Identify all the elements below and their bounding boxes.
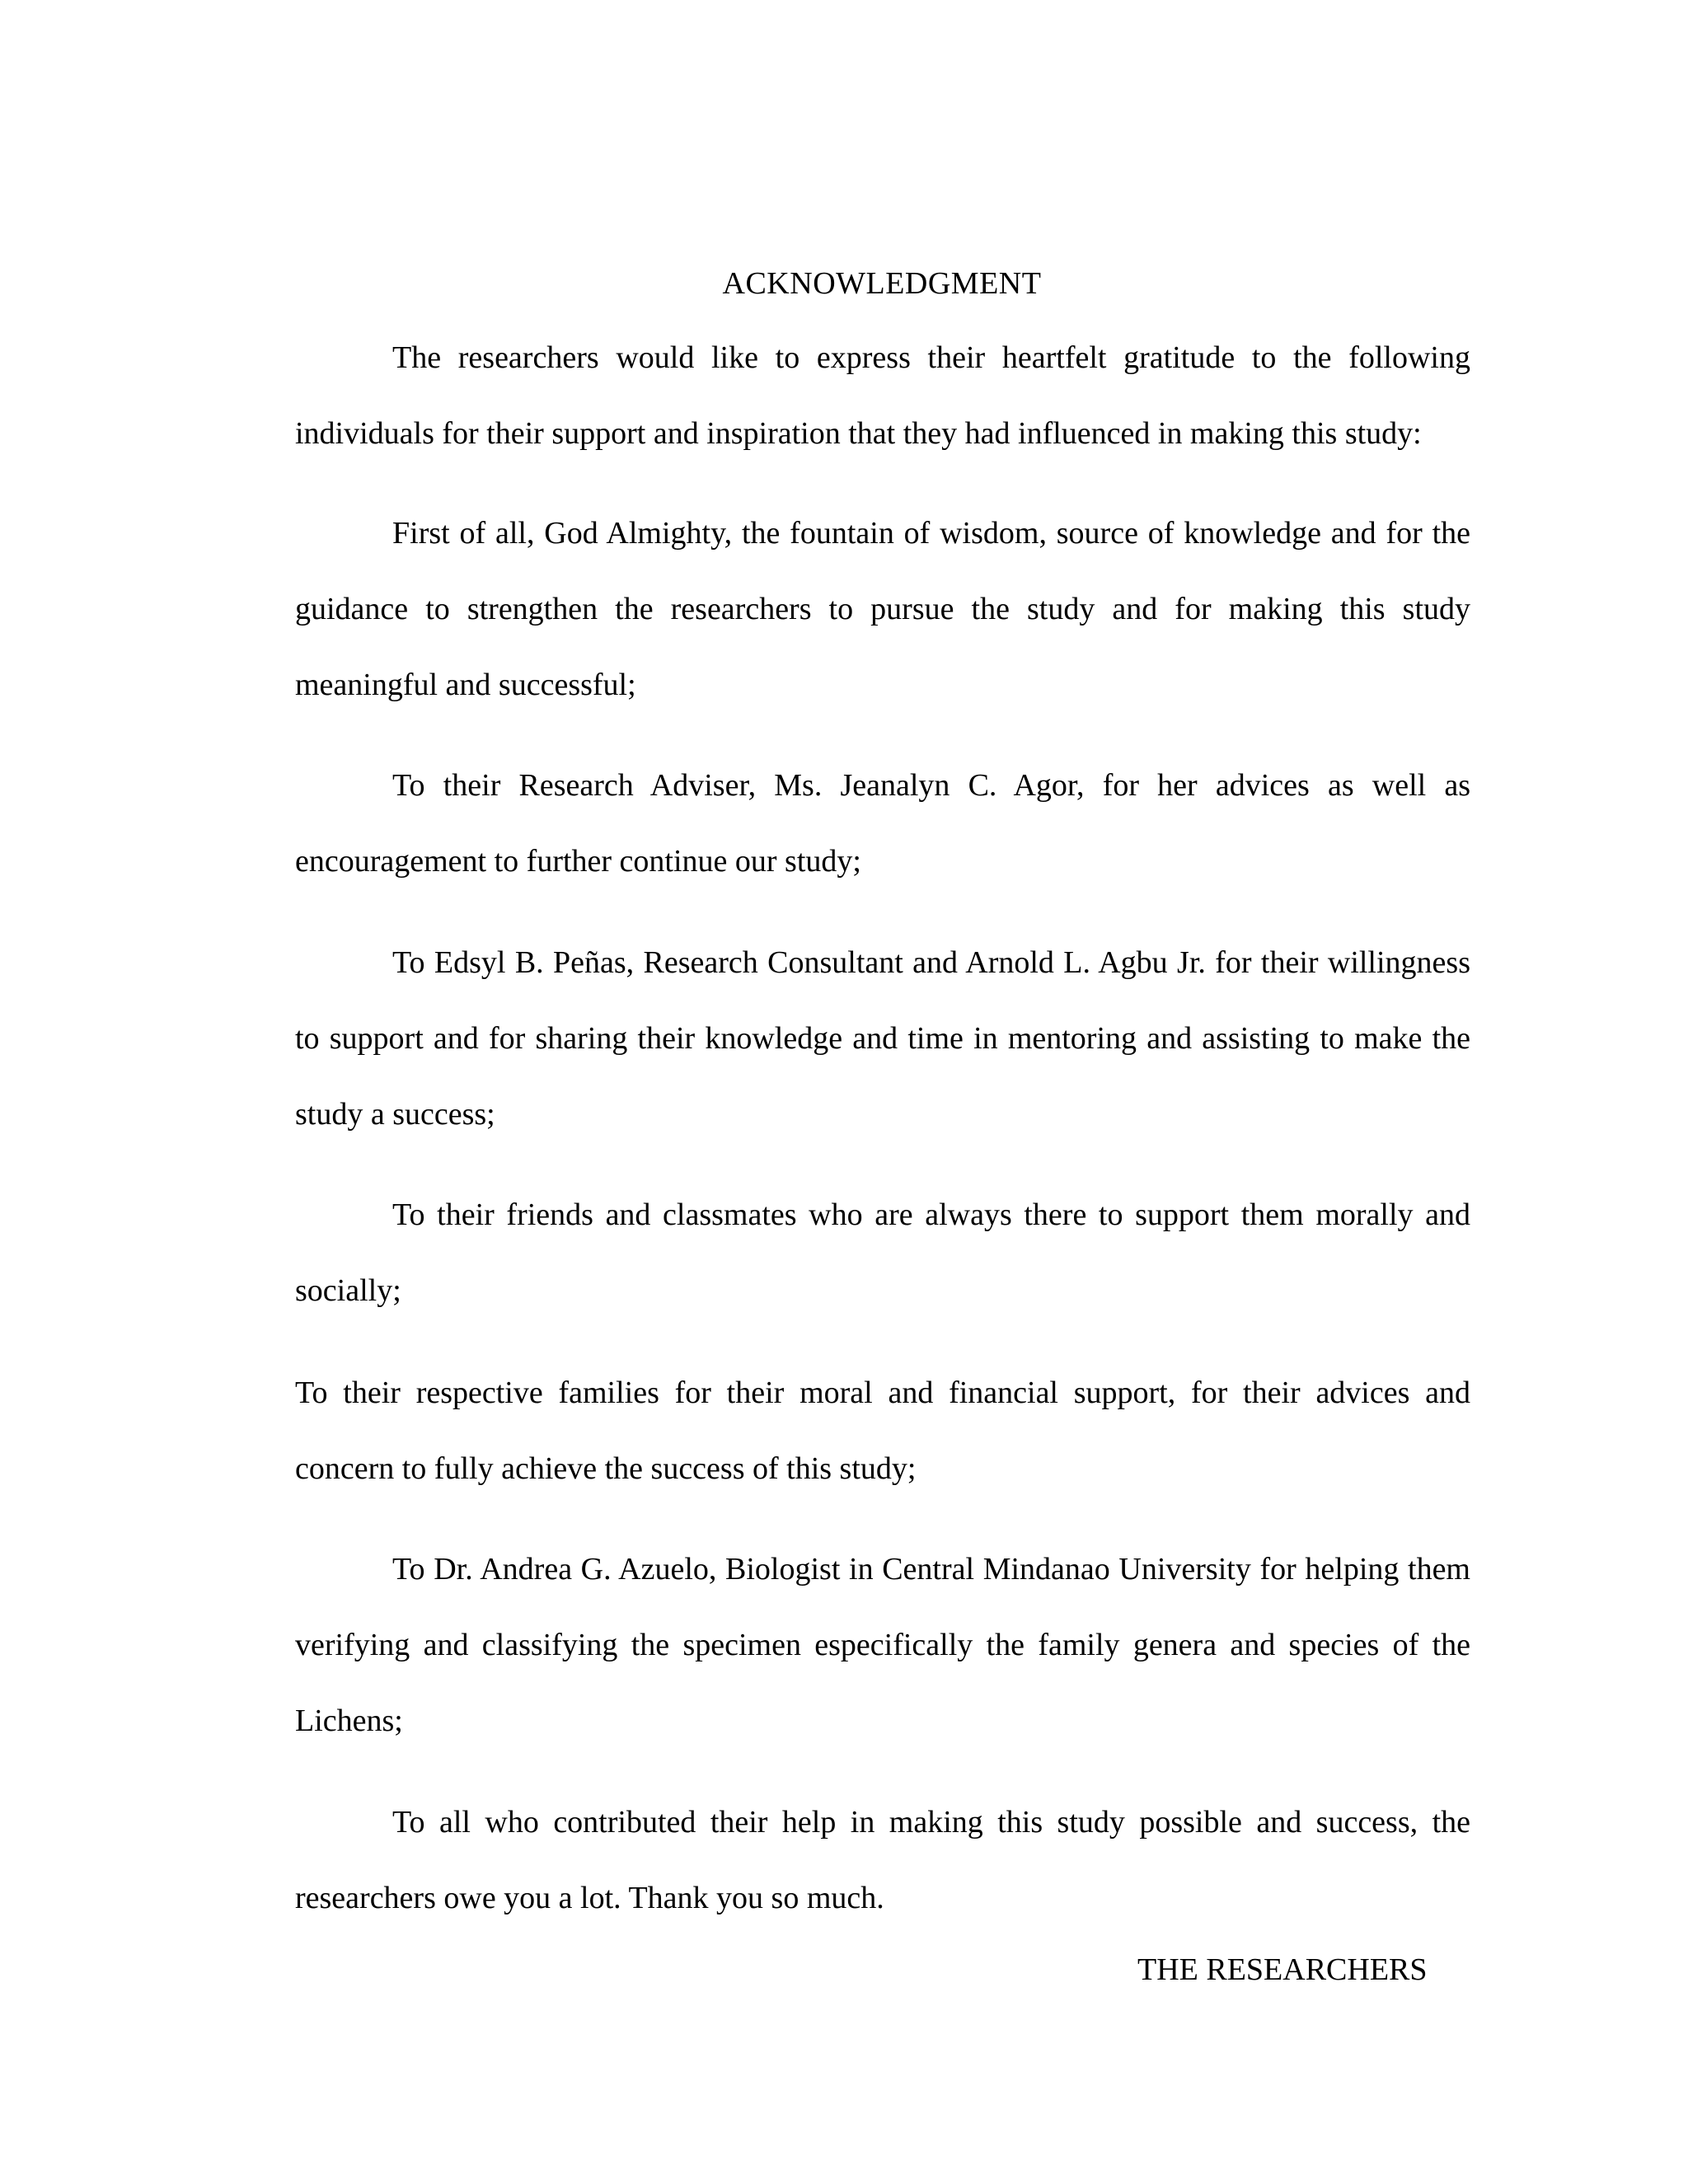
paragraph-biologist: To Dr. Andrea G. Azuelo, Biologist in Central Mindanao University for helping them verifying and classifying the specimen especifically the family genera and species of the Lichens;: [295, 1552, 1470, 1738]
paragraph-all-contributors: To all who contributed their help in making this study possible and success, the researchers owe you a lot. Thank you so much.: [295, 1805, 1470, 1915]
paragraph-intro: The researchers would like to express their heartfelt gratitude to the following individuals for their support and inspiration that they had influenced in making this study:: [295, 340, 1470, 451]
paragraph-god-almighty: First of all, God Almighty, the fountain of wisdom, source of knowledge and for the guidance to strengthen the researchers to pursue the study and for making this study meaningful and successful;: [295, 516, 1470, 702]
paragraph-research-consultant: To Edsyl B. Peñas, Research Consultant and Arnold L. Agbu Jr. for their willingness to support and for sharing their knowledge and time in mentoring and assisting to make the study a success;: [295, 945, 1470, 1132]
paragraph-friends-classmates: To their friends and classmates who are always there to support them morally and socially;: [295, 1197, 1470, 1308]
signature-line: THE RESEARCHERS: [1137, 1952, 1428, 1987]
paragraph-research-adviser: To their Research Adviser, Ms. Jeanalyn C. Agor, for her advices as well as encouragement to further continue our study;: [295, 768, 1470, 879]
paragraph-families: To their respective families for their moral and financial support, for their advices and concern to fully achieve the success of this study;: [295, 1376, 1470, 1486]
page-title: ACKNOWLEDGMENT: [722, 266, 1042, 301]
